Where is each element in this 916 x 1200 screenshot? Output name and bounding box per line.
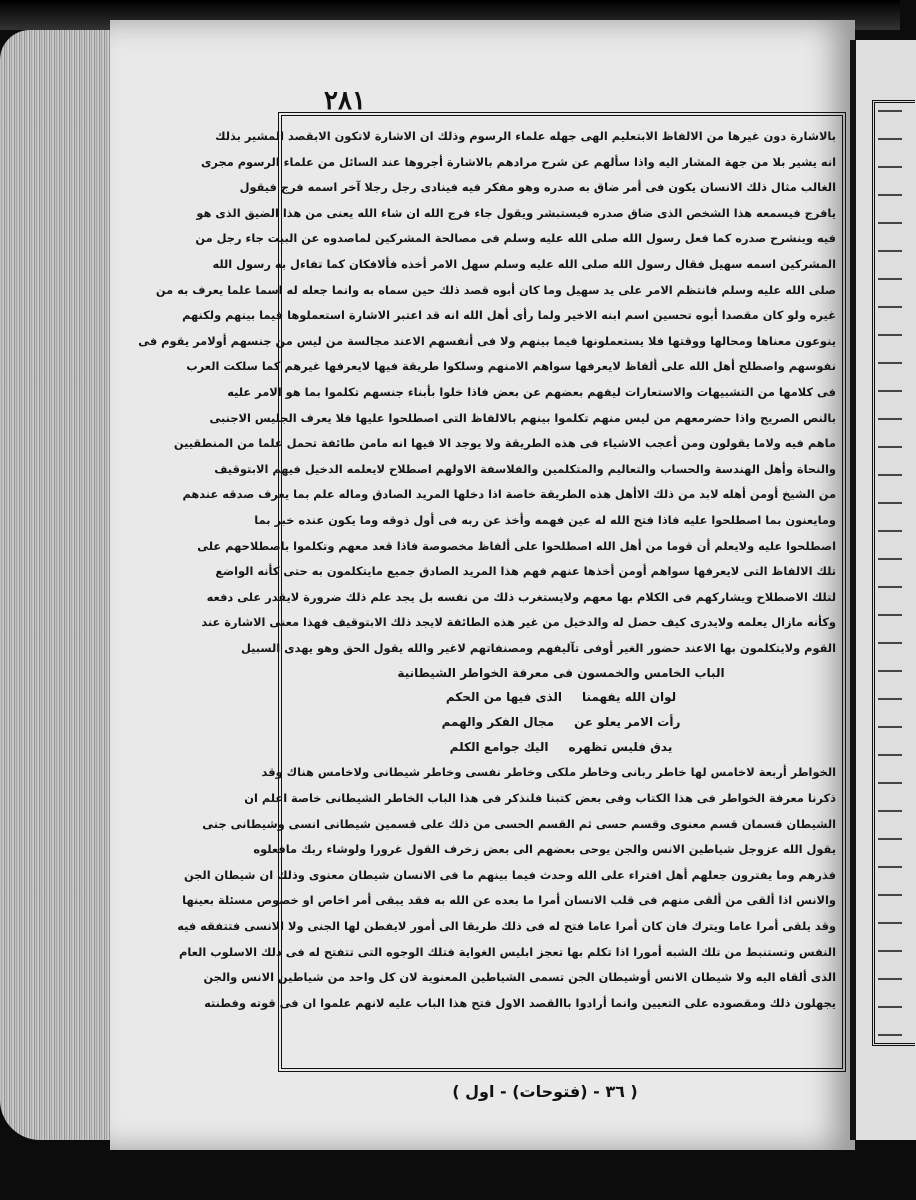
text-line: وقد يلقى أمرا عاما ويترك فان كان أمرا عاما فتح له فى ذلك طريقا الى أمور لايفطن لها الجنى ولا الانسى فتتفقه فيه bbox=[177, 919, 836, 934]
text-line: ينوعون معناها ومحالها ووقتها فلا يستعملونها فيما بينهم ولا فى أنفسهم الاعند مجالسة من ليس من جنسهم أولامر يقوم فى bbox=[138, 333, 836, 348]
text-line: وكأنه مازال يعلمه ولايدرى كيف حصل له والدخيل من غير هذه الطائفة لايجد ذلك الابتوقيف فهذا معنى الاشارة عند bbox=[201, 615, 836, 630]
text-line: ومايعنون بما اصطلحوا عليه فاذا فتح الله له عين فهمه وأخذ عن ربه فى أول ذوقه وما يكون عنده خبر بما bbox=[254, 512, 836, 527]
verse-row bbox=[286, 685, 836, 710]
verse-hemistich: رأت الامر يعلو عن bbox=[574, 715, 681, 730]
text-line: فيه وينشرح صدره كما فعل رسول الله صلى الله عليه وسلم فى مصالحة المشركين لماصدوه عن البيت جاء رجل من bbox=[195, 231, 836, 246]
text-line: بالاشارة دون غيرها من الالفاظ الابتعليم الهى جهله علماء الرسوم وذلك ان الاشارة لاتكون الابقصد المشير بذلك bbox=[215, 129, 836, 143]
verse-hemistich: لوان الله يفهمنا bbox=[582, 690, 677, 705]
text-line: من الشيخ أومن أهله لابد من ذلك الاأهل هذه الطريقة خاصة اذا دخلها المريد الصادق وماله علم بما يعرف صدقه عندهم bbox=[182, 487, 836, 502]
verse-row bbox=[286, 710, 836, 735]
verse-hemistich: مجال الفكر والهمم bbox=[441, 715, 555, 730]
text-line: الشيطان قسمان قسم معنوى وقسم حسى ثم القسم الحسى من ذلك على قسمين شيطانى انسى وشيطانى جنى bbox=[202, 816, 836, 831]
text-line: اصطلحوا عليه ولايعلم أن قوما من أهل الله اصطلحوا على ألفاظ مخصوصة فاذا قعد معهم وتكلموا باصطلاحهم على bbox=[197, 538, 836, 553]
chapter-heading: الباب الخامس والخمسون فى معرفة الخواطر الشيطانية bbox=[397, 666, 725, 681]
text-line: المشركين اسمه سهيل فقال رسول الله صلى الله عليه وسلم سهل الامر أخذه فألافكان كما تفاءل به رسول الله bbox=[212, 256, 836, 271]
text-line: صلى الله عليه وسلم فانتظم الامر على يد سهيل وما كان أبوه قصد ذلك حين سماه به وانما جعله له اسما علما يعرف به من bbox=[155, 282, 836, 297]
text-line: يجهلون ذلك ومقصوده على التعيين وانما أرادوا باالقصد الاول فتح هذا الباب عليه لانهم علموا ان فى قوته وفطنته bbox=[204, 995, 836, 1010]
text-line: ذكرنا معرفة الخواطر فى هذا الكتاب وفى بعض كتبنا فلنذكر فى هذا الباب الخاطر الشيطانى خاصة اعلم ان bbox=[244, 791, 836, 806]
verse-hemistich: الذى فيها من الحكم bbox=[445, 690, 563, 705]
text-line: تلك الالفاظ التى لايعرفها سواهم أومن أخذها عنهم فهم هذا المريد الصادق جميع مايتكلمون به حتى كأنه الواضع bbox=[215, 564, 836, 579]
verse-hemistich: يدق فليس تظهره bbox=[568, 740, 673, 755]
text-line: نفوسهم واصطلح أهل الله على ألفاظ لايعرفها سواهم الامنهم وسلكوا طريقة فيها لايعرفها غيرهم كما سلكت العرب bbox=[186, 359, 836, 374]
text-line: انه يشير بلا من جهة المشار اليه واذا سألهم عن شرح مرادهم بالاشارة أجروها عند السائل من علماء الرسوم مجرى bbox=[200, 154, 836, 169]
text-line: الذى ألقاه اليه ولا شيطان الانس أوشيطان الجن تسمى الشياطين المعنوية لان كل واحد من شياطين الانس والجن bbox=[203, 970, 836, 985]
text-line: النفس وتستنبط من تلك الشبه أمورا اذا تكلم بها تعجز ابليس الغواية فتلك الوجوه التى تتفتح له فى ذلك الاسلوب العام bbox=[179, 944, 836, 959]
text-line: والانس اذا ألقى من ألقى منهم فى قلب الانسان أمرا ما بعده عن الله به فقد يبقى أمر اخاص او خصوص مسئلة بعينها bbox=[182, 893, 836, 908]
text-line: فى كلامها من التشبيهات والاستعارات ليفهم بعضهم عن بعض فاذا خلوا بأبناء جنسهم تكلموا بما هو الامر عليه bbox=[227, 384, 836, 399]
text-line: فذرهم وما يفترون جعلهم أهل افتراء على الله وحدث فيما بينهم ما فى الانسان شيطان معنوى وذلك ان شيطان الجن bbox=[183, 867, 836, 882]
text-line: لتلك الاصطلاح ويشاركهم فى الكلام بها معهم ولايستغرب ذلك من نفسه بل يجد علم ذلك ضرورة لايقدر على دفعه bbox=[206, 589, 836, 604]
text-line: والنحاة وأهل الهندسة والحساب والتعاليم والمتكلمين والفلاسفة الاولهم اصطلاح لايعلمه الدخيل فيهم الابتوقيف bbox=[214, 461, 836, 476]
next-page-lines bbox=[878, 110, 902, 1030]
page-edges bbox=[0, 30, 120, 1140]
text-line: ماهم فيه ولاما يقولون ومن أعجب الاشياء فى هذه الطريقة ولا يوجد الا فيها انه مامن طائفة تحمل علما من المنطقيين bbox=[173, 436, 836, 451]
verse-hemistich: اليك جوامع الكلم bbox=[449, 740, 549, 755]
text-line: يقول الله عزوجل شياطين الانس والجن يوحى بعضهم الى بعض زخرف القول غرورا ولوشاء ربك مافعلوه bbox=[253, 842, 836, 857]
text-line: غيره ولو كان مقصدا أبوه تحسين اسم ابنه الاخير ولما رأى أهل الله انه قد اعتبر الاشارة استعملوها فيما بينهم ولكنهم bbox=[182, 308, 836, 323]
text-line: الغالب مثال ذلك الانسان يكون فى أمر ضاق به صدره وهو مفكر فيه فينادى رجل رجلا آخر اسمه فرج فيقول bbox=[239, 180, 836, 195]
page-number: ٢٨١ bbox=[324, 86, 366, 116]
verse-row bbox=[286, 735, 836, 760]
text-line: يافرج فيسمعه هذا الشخص الذى ضاق صدره فيستبشر ويقول جاء فرج الله ان شاء الله يعنى من هذا الضيق الذى هو bbox=[196, 205, 836, 220]
text-block bbox=[138, 124, 836, 1064]
text-line: الخواطر أربعة لاخامس لها خاطر ربانى وخاطر ملكى وخاطر نفسى وخاطر شيطانى ولاخامس هناك وقد bbox=[261, 765, 836, 780]
text-line: بالنص الصريح واذا حضرمعهم من ليس منهم تكلموا بينهم بالالفاظ التى اصطلحوا عليها فلا يعرف الجليس الاجنبى bbox=[209, 410, 836, 425]
text-line: القوم ولايتكلمون بها الاعند حضور الغير أوفى تآليفهم ومصنفاتهم لاغير والله يقول الحق وهو يهدى السبيل bbox=[240, 640, 836, 655]
signature-footer: ( ٣٦ - (فتوحات) - اول ) bbox=[452, 1082, 638, 1101]
